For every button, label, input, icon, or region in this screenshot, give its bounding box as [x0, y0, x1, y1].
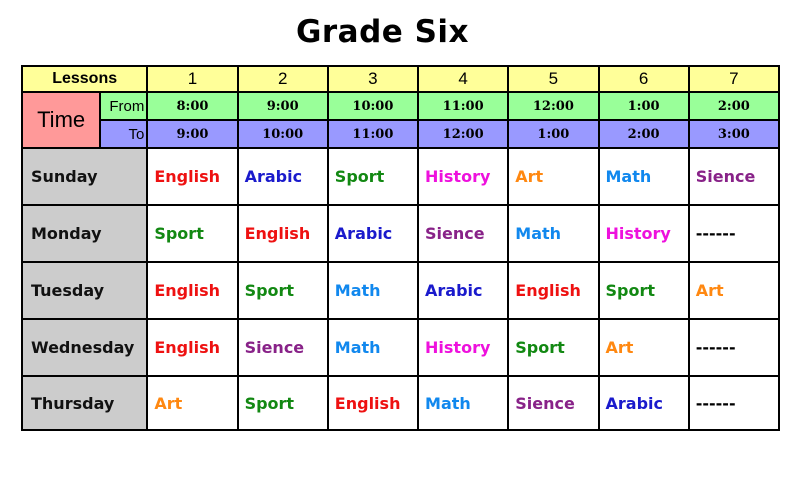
lesson-cell: ------ — [689, 319, 779, 376]
period-header: 5 — [508, 66, 598, 92]
from-time: 12:00 — [508, 92, 598, 120]
from-time: 9:00 — [238, 92, 328, 120]
lesson-cell: Sport — [238, 262, 328, 319]
from-time: 8:00 — [147, 92, 237, 120]
day-label: Tuesday — [22, 262, 147, 319]
lesson-cell: English — [147, 148, 237, 205]
day-row-wednesday — [22, 319, 779, 376]
lesson-cell: Sience — [238, 319, 328, 376]
day-label: Sunday — [22, 148, 147, 205]
lesson-cell: Art — [599, 319, 689, 376]
lesson-cell: Sience — [689, 148, 779, 205]
period-header: 3 — [328, 66, 418, 92]
lesson-cell: Sport — [328, 148, 418, 205]
lesson-cell: History — [599, 205, 689, 262]
day-label: Thursday — [22, 376, 147, 430]
lesson-cell: History — [418, 148, 508, 205]
lesson-cell: Art — [147, 376, 237, 430]
from-time: 2:00 — [689, 92, 779, 120]
day-label: Wednesday — [22, 319, 147, 376]
time-to-row — [22, 120, 779, 148]
time-label: Time — [22, 92, 100, 148]
lesson-cell: Sport — [238, 376, 328, 430]
lesson-cell: Math — [418, 376, 508, 430]
lessons-header: Lessons — [22, 66, 147, 92]
lesson-cell: Math — [508, 205, 598, 262]
period-header: 4 — [418, 66, 508, 92]
timetable — [21, 65, 780, 431]
lesson-cell: Sport — [147, 205, 237, 262]
day-row-sunday — [22, 148, 779, 205]
day-row-monday — [22, 205, 779, 262]
lesson-cell: Art — [689, 262, 779, 319]
to-time: 1:00 — [508, 120, 598, 148]
period-header: 7 — [689, 66, 779, 92]
page-title: Grade Six — [295, 14, 470, 50]
to-time: 9:00 — [147, 120, 237, 148]
period-header: 1 — [147, 66, 237, 92]
lesson-cell: English — [147, 319, 237, 376]
to-time: 3:00 — [689, 120, 779, 148]
lesson-cell: Art — [508, 148, 598, 205]
lesson-cell: English — [508, 262, 598, 319]
from-label: From — [100, 92, 147, 120]
lesson-cell: History — [418, 319, 508, 376]
lesson-cell: English — [147, 262, 237, 319]
day-row-thursday — [22, 376, 779, 430]
lesson-cell: Math — [328, 319, 418, 376]
lesson-cell: Arabic — [328, 205, 418, 262]
lesson-cell: Arabic — [238, 148, 328, 205]
lesson-cell: English — [238, 205, 328, 262]
to-time: 10:00 — [238, 120, 328, 148]
lesson-cell: Sport — [508, 319, 598, 376]
lesson-cell: Sience — [508, 376, 598, 430]
time-from-row — [22, 92, 779, 120]
lesson-cell: ------ — [689, 376, 779, 430]
from-time: 10:00 — [328, 92, 418, 120]
to-time: 2:00 — [599, 120, 689, 148]
day-row-tuesday — [22, 262, 779, 319]
to-time: 12:00 — [418, 120, 508, 148]
period-header: 2 — [238, 66, 328, 92]
lesson-cell: ------ — [689, 205, 779, 262]
day-label: Monday — [22, 205, 147, 262]
lesson-cell: Arabic — [599, 376, 689, 430]
period-header: 6 — [599, 66, 689, 92]
lesson-cell: Sience — [418, 205, 508, 262]
to-time: 11:00 — [328, 120, 418, 148]
from-time: 1:00 — [599, 92, 689, 120]
lesson-cell: Arabic — [418, 262, 508, 319]
lesson-cell: English — [328, 376, 418, 430]
lesson-cell: Sport — [599, 262, 689, 319]
to-label: To — [100, 120, 147, 148]
lesson-cell: Math — [328, 262, 418, 319]
lesson-cell: Math — [599, 148, 689, 205]
from-time: 11:00 — [418, 92, 508, 120]
header-row — [22, 66, 779, 92]
